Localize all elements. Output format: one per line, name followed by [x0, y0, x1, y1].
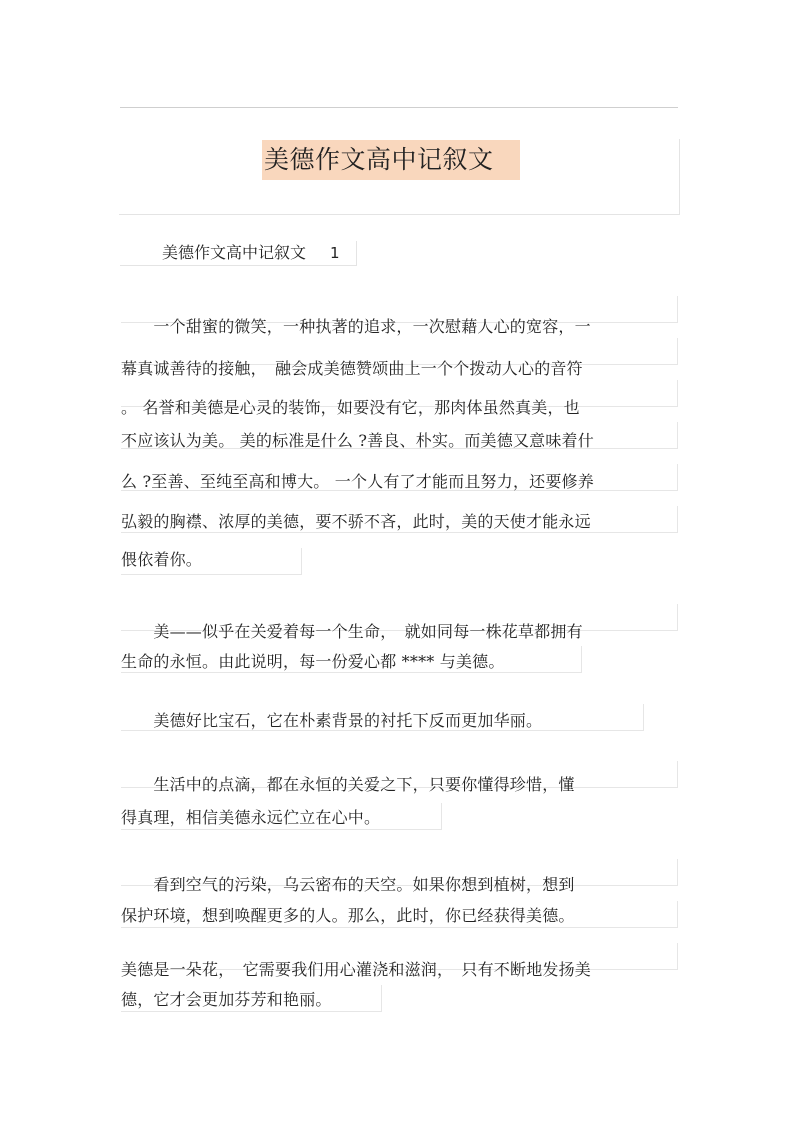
- top-rule: [120, 107, 678, 108]
- section-number: 1: [330, 244, 340, 262]
- paragraph-line: 看到空气的污染，乌云密布的天空。如果你想到植树，想到: [121, 875, 575, 894]
- paragraph-line: 。 名誉和美德是心灵的装饰，如要没有它，那肉体虽然真美，也: [121, 398, 580, 417]
- document-title: 美德作文高中记叙文: [262, 140, 520, 180]
- paragraph-line: 美——似乎在关爱着每一个生命， 就如同每一株花草都拥有: [121, 622, 583, 641]
- paragraph-line: 德，它才会更加芬芳和艳丽。: [121, 990, 332, 1009]
- paragraph-line: 么 ?至善、至纯至高和博大。 一个人有了才能而且努力，还要修养: [121, 472, 594, 491]
- section-heading: [162, 242, 340, 264]
- paragraph-line: 生命的永恒。由此说明，每一份爱心都 **** 与美德。: [121, 652, 505, 671]
- paragraph-line: 不应该认为美。 美的标准是什么 ?善良、朴实。而美德又意味着什: [121, 431, 594, 450]
- paragraph-line: 生活中的点滴，都在永恒的关爱之下，只要你懂得珍惜，懂: [121, 775, 575, 794]
- paragraph-line: 得真理，相信美德永远伫立在心中。: [121, 808, 381, 827]
- paragraph-line: 美德是一朵花， 它需要我们用心灌浇和滋润， 只有不断地发扬美: [121, 960, 592, 979]
- paragraph-line: 一个甜蜜的微笑，一种执著的追求，一次慰藉人心的宽容，一: [121, 317, 591, 336]
- section-heading-text: 美德作文高中记叙文: [162, 243, 307, 262]
- paragraph-line: 保护环境，想到唤醒更多的人。那么，此时，你已经获得美德。: [121, 906, 575, 925]
- paragraph-line: 弘毅的胸襟、浓厚的美德，要不骄不吝，此时，美的天使才能永远: [121, 512, 591, 531]
- paragraph-line: 偎依着你。: [121, 550, 203, 569]
- paragraph-line: 幕真诚善待的接触， 融会成美德赞颂曲上一个个拨动人心的音符: [121, 359, 583, 378]
- paragraph-line: 美德好比宝石，它在朴素背景的衬托下反而更加华丽。: [121, 711, 543, 730]
